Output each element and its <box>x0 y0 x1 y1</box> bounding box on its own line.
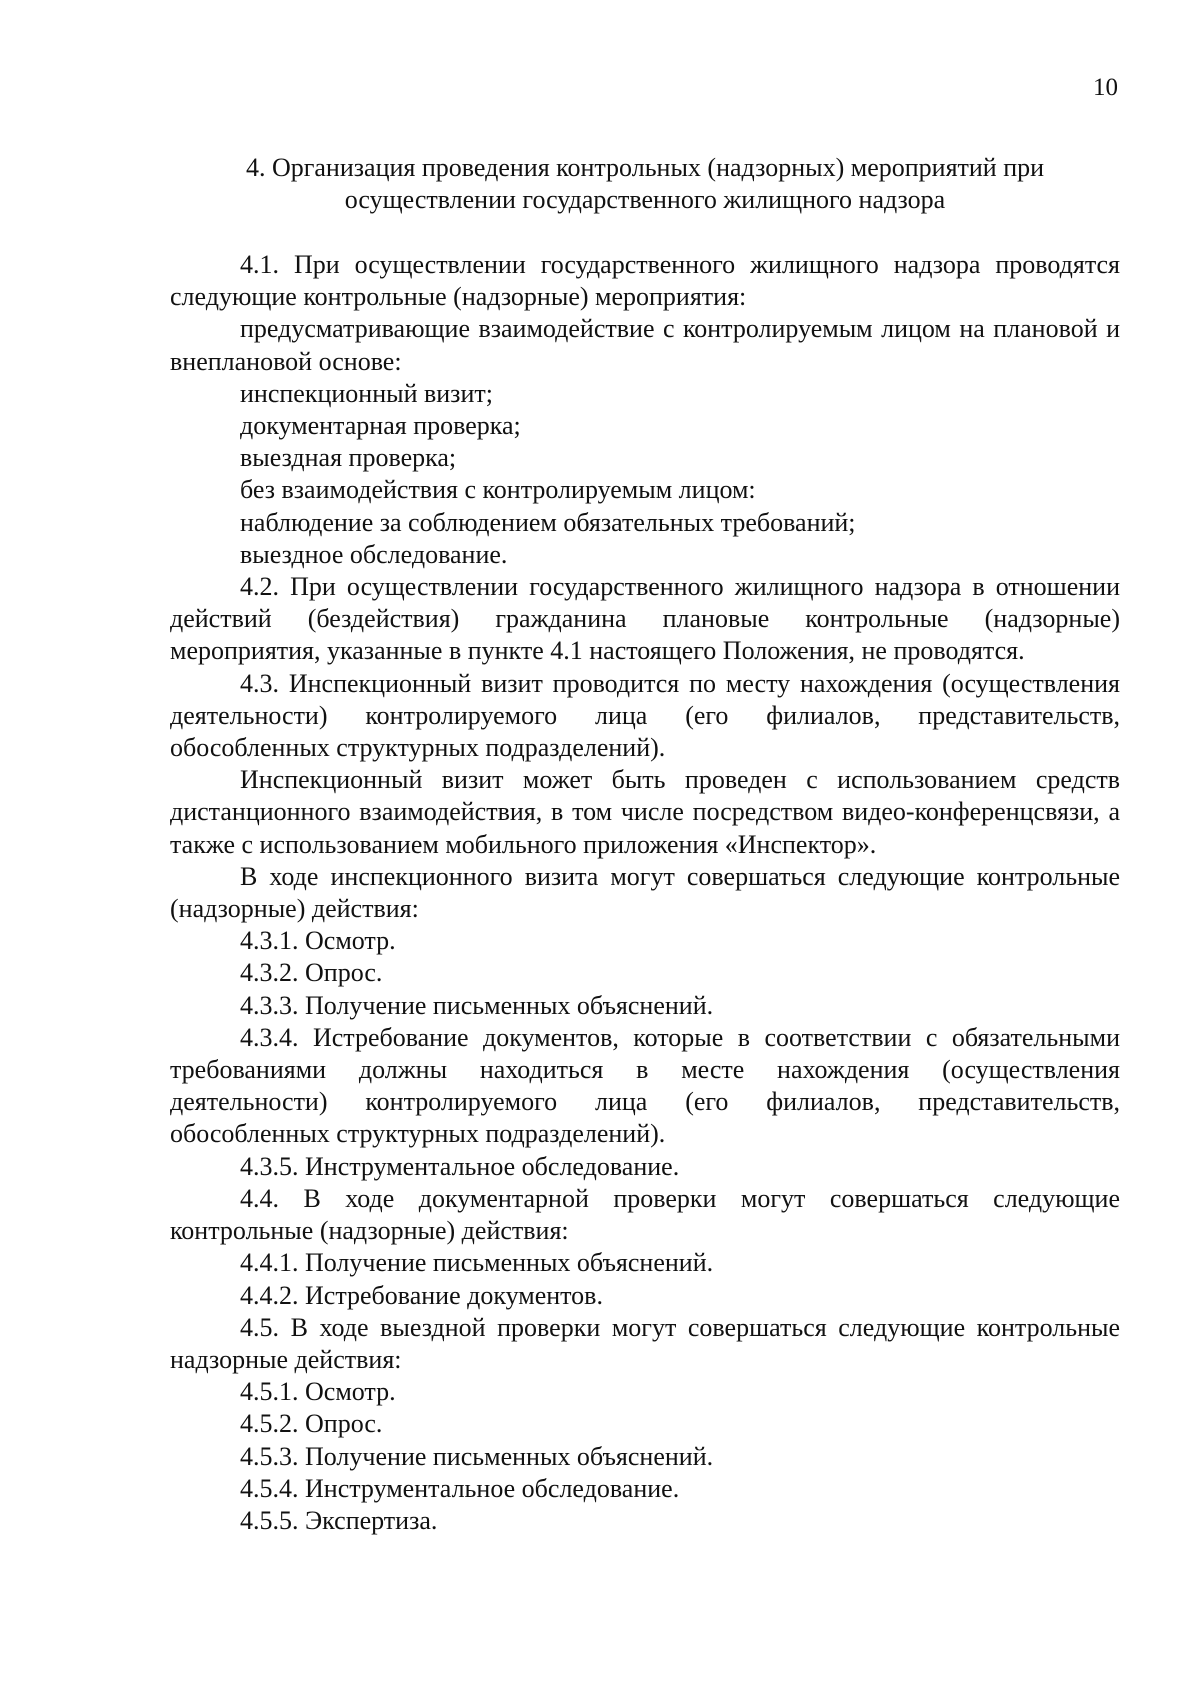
list-item-4-3-4: 4.3.4. Истребование документов, которые в соответствии с обязательными требованиями должны находиться в месте нахождения (осуществления деятельности) контролируемого лица (его филиалов, представительств, обособленных структурных подразделений). <box>170 1022 1120 1149</box>
list-item-documentary-check: документарная проверка; <box>240 411 521 441</box>
paragraph-with-interaction: предусматривающие взаимодействие с контролируемым лицом на плановой и внеплановой основе: <box>170 314 1120 376</box>
list-item-4-5-3: 4.5.3. Получение письменных объяснений. <box>240 1441 714 1471</box>
list-item-4-4-1: 4.4.1. Получение письменных объяснений. <box>240 1248 714 1278</box>
list-item-4-3-5: 4.3.5. Инструментальное обследование. <box>240 1151 680 1181</box>
list-item-field-survey: выездное обследование. <box>240 539 508 569</box>
list-item-inspection-visit: инспекционный визит; <box>240 378 493 408</box>
list-item-4-5-2: 4.5.2. Опрос. <box>240 1409 383 1439</box>
list-item-4-3-2: 4.3.2. Опрос. <box>240 958 383 988</box>
list-item-4-3-3: 4.3.3. Получение письменных объяснений. <box>240 990 714 1020</box>
section-heading <box>170 152 1120 216</box>
section-heading-line-2: осуществлении государственного жилищного надзора <box>344 185 946 214</box>
list-item-4-3-1: 4.3.1. Осмотр. <box>240 926 396 956</box>
paragraph-4-2: 4.2. При осуществлении государственного жилищного надзора в отношении действий (бездействия) гражданина плановые контрольные (надзорные) мероприятия, указанные в пункте 4.1 настоящего Положения, не проводятся. <box>170 572 1120 666</box>
list-item-4-5-5: 4.5.5. Экспертиза. <box>240 1505 438 1535</box>
section-heading-line-1: 4. Организация проведения контрольных (надзорных) мероприятий при <box>245 153 1045 182</box>
paragraph-4-1: 4.1. При осуществлении государственного жилищного надзора проводятся следующие контрольные (надзорные) мероприятия: <box>170 250 1120 312</box>
page-number: 10 <box>1093 74 1118 101</box>
list-item-4-5-1: 4.5.1. Осмотр. <box>240 1377 396 1407</box>
list-item-4-5-4: 4.5.4. Инструментальное обследование. <box>240 1473 680 1503</box>
paragraph-without-interaction: без взаимодействия с контролируемым лицом: <box>240 475 756 505</box>
paragraph-visit-actions: В ходе инспекционного визита могут совершаться следующие контрольные (надзорные) действия: <box>170 861 1120 924</box>
list-item-observation: наблюдение за соблюдением обязательных требований; <box>240 507 856 537</box>
paragraph-4-3: 4.3. Инспекционный визит проводится по месту нахождения (осуществления деятельности) контролируемого лица (его филиалов, представительств, обособленных структурных подразделений). <box>170 668 1120 763</box>
list-item-field-check: выездная проверка; <box>240 443 457 473</box>
paragraph-remote-visit: Инспекционный визит может быть проведен с использованием средств дистанционного взаимодействия, в том числе посредством видео-конференцсвязи, а также с использованием мобильного приложения «Инспектор». <box>170 765 1120 859</box>
list-item-4-4-2: 4.4.2. Истребование документов. <box>240 1280 603 1310</box>
document-body <box>170 249 1120 1537</box>
paragraph-4-5: 4.5. В ходе выездной проверки могут совершаться следующие контрольные надзорные действия: <box>170 1312 1120 1374</box>
paragraph-4-4: 4.4. В ходе документарной проверки могут совершаться следующие контрольные (надзорные) действия: <box>170 1183 1120 1246</box>
